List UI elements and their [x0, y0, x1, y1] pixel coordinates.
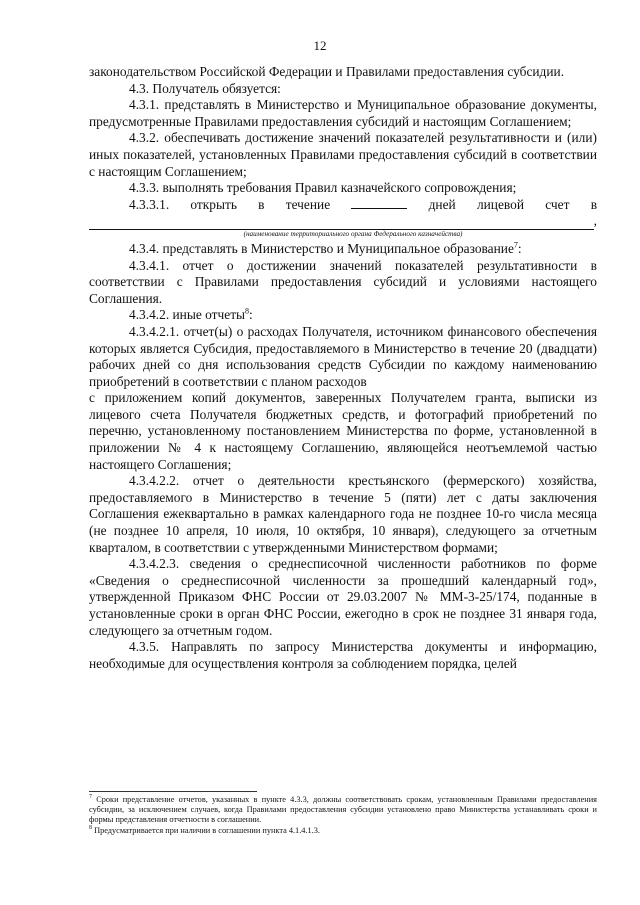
account-open-line: 4.3.3.1. открыть в течение дней лицевой счет в [129, 196, 598, 212]
paragraph: 4.3.4.2. иные отчеты$^8$: [129, 306, 253, 323]
blank-rule [89, 218, 594, 230]
paragraph: 4.3.2. обеспечивать достижение значений показателей результативности и (или) иных показателей, установленных Правилами предоставления субсидий в соответствии с настоящим Соглашением; [89, 130, 597, 179]
document-body [89, 64, 597, 672]
footnotes [89, 795, 597, 836]
treasury-name-blank: , [89, 213, 597, 230]
paragraph: с приложением копий документов, заверенных Получателем гранта, выписки из лицевого счета Получателя бюджетных средств, и фотографий приобретений по перечню, установленному постановлением Министерства по форме, установленной в приложении № 4 к настоящему Соглашению, являющейся неотъемлемой частью настоящего Соглашения; [89, 390, 597, 472]
footnote-separator [89, 791, 257, 792]
footnote: $^7$ Сроки представление отчетов, указанных в пункте 4.3.3, должны соответствовать срокам, установленным Правилами предоставления субсидии, за исключением случаев, когда Правилами предоставления субсидии установлено право Министерства устанавливать сроки и формы представления отчетности в соглашении. [89, 794, 597, 825]
paragraph: 4.3.4.2.2. отчет о деятельности крестьянского (фермерского) хозяйства, предоставляемого в Министерство в течение 5 (пяти) лет с даты заключения Соглашения ежеквартально в рамках календарного года не позднее 10-го числа месяца (не позднее 10 апреля, 10 июля, 10 октября, 10 января), следующего за отчетным кварталом, в соответствии с утвержденными Министерством формами; [89, 473, 597, 555]
paragraph: 4.3.1. представлять в Министерство и Муниципальное образование документы, предусмотренные Правилами предоставления субсидий и настоящим Соглашением; [89, 97, 597, 129]
paragraph: 4.3.4.1. отчет о достижении значений показателей результативности в соответствии с Правилами предоставления субсидий и условиями настоящего Соглашения. [89, 257, 597, 306]
paragraph: 4.3.3. выполнять требования Правил казначейского сопровождения; [129, 180, 517, 196]
paragraph: 4.3.4. представлять в Министерство и Муниципальное образование$^7$: [129, 240, 522, 256]
paragraph: 4.3.4.2.1. отчет(ы) о расходах Получателя, источником финансового обеспечения которых является Субсидия, предоставляемого в Министерство в течение 20 (двадцати) рабочих дней со дня использования средств Субсидии по каждому наименованию приобретений в соответствии с планом расходов [89, 323, 597, 389]
days-blank-field [351, 197, 407, 209]
footnote-ref: 8 [245, 306, 250, 316]
footnote-ref: 7 [513, 240, 518, 250]
blank-caption: (наименование территориального органа Федерального казначейства) [243, 229, 463, 238]
page-number: 12 [313, 38, 327, 53]
paragraph: законодательством Российской Федерации и Правилами предоставления субсидии. [89, 64, 565, 79]
paragraph: 4.3. Получатель обязуется: [129, 80, 281, 96]
paragraph: 4.3.5. Направлять по запросу Министерства документы и информацию, необходимые для осуществления контроля за соблюдением порядка, целей [89, 639, 597, 671]
footnote: $^8$ Предусматривается при наличии в соглашении пункта 4.1.4.1.3. [89, 824, 320, 835]
paragraph: 4.3.4.2.3. сведения о среднесписочной численности работников по форме «Сведения о среднесписочной численности за прошедший календарный год», утвержденной Приказом ФНС России от 29.03.2007 № ММ-3-25/174, поданные в установленные сроки в орган ФНС России, ежегодно в срок не позднее 31 января года, следующего за отчетным годом. [89, 556, 597, 638]
